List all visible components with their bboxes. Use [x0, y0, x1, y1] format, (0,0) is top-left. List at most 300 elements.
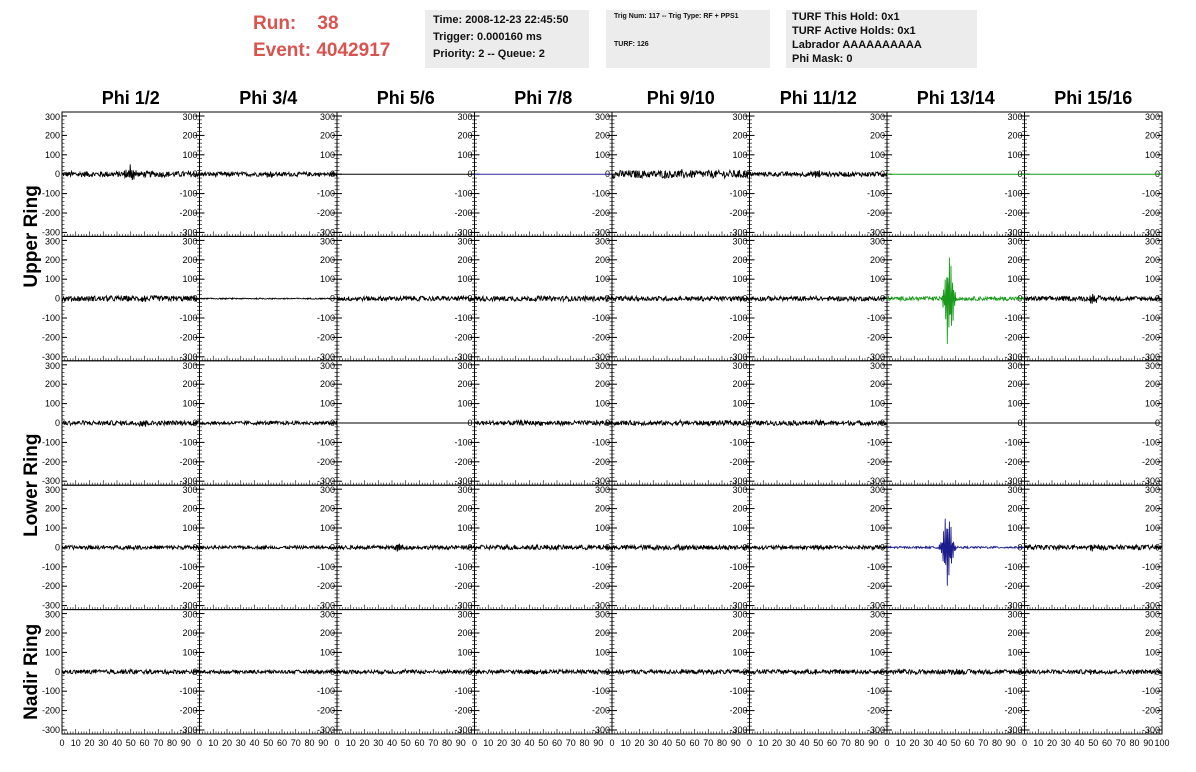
trace-line	[200, 421, 338, 425]
panel-r2-c3	[337, 236, 475, 361]
trace-line	[62, 293, 200, 304]
ring-label-2: Lower Ring	[21, 433, 42, 537]
y-tick-label: 0	[604, 169, 610, 180]
y-tick-label: -200	[1141, 332, 1160, 343]
y-tick-label: -100	[41, 561, 60, 572]
panel-r5-c1	[41, 609, 203, 748]
phi-mask-text: Phi Mask: 0	[792, 53, 853, 65]
y-tick-label: 300	[457, 360, 473, 371]
x-tick-label: 60	[139, 738, 150, 748]
y-tick-label: 200	[44, 254, 60, 265]
x-tick-label: 50	[400, 738, 411, 748]
y-tick-label: 300	[44, 112, 60, 122]
y-tick-label: -300	[1141, 227, 1160, 238]
trace-line	[612, 169, 750, 178]
y-tick-label: 200	[594, 254, 610, 265]
trace-line	[1025, 545, 1163, 552]
trace-line	[887, 519, 1025, 586]
y-tick-label: 200	[319, 130, 335, 141]
y-tick-label: 200	[457, 503, 473, 514]
y-tick-label: -200	[1141, 208, 1160, 218]
y-tick-label: -300	[729, 351, 748, 362]
y-tick-label: 200	[732, 254, 748, 265]
y-tick-label: 200	[594, 503, 610, 514]
y-tick-label: -200	[591, 208, 610, 218]
y-tick-label: -100	[591, 437, 610, 448]
y-tick-label: -200	[316, 705, 335, 716]
panel-r2-c8	[1025, 236, 1163, 361]
x-tick-label: 60	[276, 738, 288, 748]
y-tick-label: 300	[869, 485, 885, 496]
panel-r4-c7	[887, 485, 1025, 610]
y-tick-label: -300	[316, 476, 335, 487]
y-tick-label: -100	[1004, 561, 1023, 572]
y-tick-label: 200	[182, 130, 198, 141]
y-tick-label: -300	[179, 476, 198, 487]
y-tick-label: 200	[1007, 379, 1023, 390]
y-tick-label: 0	[604, 666, 610, 677]
panel-r1-c1	[42, 112, 200, 237]
x-tick-label: 70	[428, 738, 439, 748]
y-tick-label: 100	[319, 149, 335, 160]
trace-line	[887, 258, 1025, 344]
y-tick-label: 300	[457, 485, 473, 496]
column-title-3: Phi 5/6	[376, 88, 435, 108]
y-tick-label: 300	[44, 485, 60, 496]
y-tick-label: -100	[866, 188, 885, 199]
y-tick-label: 300	[1007, 112, 1023, 122]
ring-label-1: Upper Ring	[21, 185, 42, 288]
y-tick-label: 200	[732, 130, 748, 141]
panel-r3-c4	[475, 361, 613, 486]
y-tick-label: 200	[457, 628, 473, 638]
panel-r1-c7	[887, 112, 1025, 237]
y-tick-label: 300	[732, 236, 748, 247]
y-tick-label: 0	[329, 418, 335, 428]
y-tick-label: 0	[467, 666, 473, 677]
y-tick-label: -200	[316, 208, 335, 218]
x-tick-label: 40	[111, 738, 123, 748]
y-tick-label: 200	[44, 628, 60, 638]
x-tick-label: 50	[125, 738, 136, 748]
panel-r2-c1	[42, 236, 200, 361]
y-tick-label: -200	[1004, 332, 1023, 343]
panel-r4-c4	[475, 485, 613, 610]
y-tick-label: 300	[182, 112, 198, 122]
trace-line	[337, 296, 475, 301]
y-tick-label: 0	[54, 169, 60, 180]
run-value: 38	[317, 13, 339, 34]
trace-line	[200, 670, 338, 674]
y-tick-label: 300	[319, 236, 335, 247]
y-tick-label: 100	[319, 647, 335, 658]
y-tick-label: 200	[1144, 503, 1160, 514]
ring-label-3: Nadir Ring	[21, 623, 42, 720]
y-tick-label: 200	[319, 254, 335, 265]
panel-r1-c2	[200, 112, 338, 237]
y-tick-label: 300	[44, 609, 60, 620]
y-tick-label: -200	[591, 581, 610, 592]
y-tick-label: 200	[457, 130, 473, 141]
y-tick-label: 300	[1007, 485, 1023, 496]
x-tick-label: 30	[98, 738, 109, 748]
y-tick-label: 100	[594, 274, 610, 285]
y-tick-label: -300	[1004, 351, 1023, 362]
trace-line	[475, 545, 613, 550]
y-tick-label: 100	[1144, 149, 1160, 160]
x-tick-label: 0	[59, 738, 65, 748]
y-tick-label: -200	[454, 456, 473, 467]
y-tick-label: -100	[454, 686, 473, 697]
y-tick-label: -300	[866, 351, 885, 362]
panel-r5-c4	[472, 610, 612, 748]
y-tick-label: 0	[1017, 418, 1023, 428]
y-tick-label: -300	[41, 227, 60, 238]
y-tick-label: 300	[869, 360, 885, 371]
y-tick-label: -200	[866, 332, 885, 343]
y-tick-label: 0	[879, 293, 885, 304]
y-tick-label: -100	[729, 561, 748, 572]
y-tick-label: 0	[1017, 542, 1023, 553]
trace-line	[612, 420, 750, 425]
y-tick-label: -100	[454, 313, 473, 323]
y-tick-label: -200	[179, 456, 198, 467]
y-tick-label: -100	[316, 188, 335, 199]
y-tick-label: -300	[454, 725, 473, 735]
y-tick-label: -300	[316, 227, 335, 238]
y-tick-label: 200	[732, 503, 748, 514]
y-tick-label: -300	[591, 600, 610, 611]
y-tick-label: 100	[732, 274, 748, 285]
y-tick-label: -300	[41, 600, 60, 611]
y-tick-label: 200	[1007, 130, 1023, 141]
y-tick-label: 0	[192, 169, 198, 180]
y-tick-label: 200	[319, 503, 335, 514]
y-tick-label: -100	[866, 437, 885, 448]
y-tick-label: 300	[732, 112, 748, 122]
panel-r2-c4	[475, 236, 613, 361]
y-tick-label: -200	[866, 581, 885, 592]
y-tick-label: 300	[594, 609, 610, 620]
panel-r3-c1	[42, 361, 200, 486]
y-tick-label: 100	[594, 647, 610, 658]
y-tick-label: 100	[1144, 398, 1160, 409]
x-tick-label: 30	[235, 738, 246, 748]
y-tick-label: 0	[329, 666, 335, 677]
y-tick-label: 200	[319, 628, 335, 638]
y-tick-label: 100	[457, 647, 473, 658]
y-tick-label: 300	[182, 609, 198, 620]
y-tick-label: -200	[179, 705, 198, 716]
trace-line	[475, 421, 613, 426]
y-tick-label: -300	[454, 351, 473, 362]
y-tick-label: 300	[182, 485, 198, 496]
y-tick-label: 200	[594, 130, 610, 141]
y-tick-label: 100	[1144, 523, 1160, 533]
y-tick-label: -200	[454, 581, 473, 592]
y-tick-label: -300	[1004, 476, 1023, 487]
y-tick-label: 300	[457, 112, 473, 122]
y-tick-label: 0	[192, 418, 198, 428]
y-tick-label: 0	[604, 542, 610, 553]
y-tick-label: -100	[729, 313, 748, 323]
y-tick-label: 100	[869, 149, 885, 160]
y-tick-label: -300	[729, 227, 748, 238]
column-title-5: Phi 9/10	[646, 88, 715, 108]
y-tick-label: -200	[729, 581, 748, 592]
y-tick-label: -300	[591, 476, 610, 487]
y-tick-label: 200	[1007, 254, 1023, 265]
y-tick-label: 300	[594, 112, 610, 122]
y-tick-label: -100	[316, 561, 335, 572]
panel-r2-c5	[612, 236, 750, 361]
trace-line	[200, 546, 338, 549]
y-tick-label: 0	[192, 666, 198, 677]
y-tick-label: -100	[1004, 313, 1023, 323]
y-tick-label: 300	[1007, 236, 1023, 247]
y-tick-label: -300	[729, 600, 748, 611]
x-tick-label: 90	[455, 738, 466, 748]
y-tick-label: -100	[729, 188, 748, 199]
trig-num-text: Trig Num: 117 -- Trig Type: RF + PPS1	[614, 13, 739, 20]
y-tick-label: -100	[866, 313, 885, 323]
trace-line	[200, 298, 338, 299]
y-tick-label: -100	[866, 561, 885, 572]
y-tick-label: 100	[594, 523, 610, 533]
y-tick-label: 100	[44, 274, 60, 285]
y-tick-label: -100	[316, 437, 335, 448]
y-tick-label: -100	[41, 188, 60, 199]
y-tick-label: -300	[866, 600, 885, 611]
y-tick-label: -100	[316, 313, 335, 323]
y-tick-label: 100	[182, 523, 198, 533]
y-tick-label: -200	[41, 332, 60, 343]
y-tick-label: 0	[604, 418, 610, 428]
y-tick-label: 200	[732, 379, 748, 390]
y-tick-label: -100	[1141, 561, 1160, 572]
y-tick-label: -200	[1141, 456, 1160, 467]
y-tick-label: -200	[729, 456, 748, 467]
y-tick-label: 200	[869, 254, 885, 265]
y-tick-label: -100	[1004, 188, 1023, 199]
panel-r1-c6	[750, 112, 888, 237]
x-tick-label: 20	[221, 738, 233, 748]
y-tick-label: 200	[182, 254, 198, 265]
y-tick-label: 300	[1144, 236, 1160, 247]
y-tick-label: -300	[1004, 600, 1023, 611]
y-tick-label: 300	[182, 360, 198, 371]
run-label: Run:	[253, 13, 297, 34]
y-tick-label: 300	[1144, 485, 1160, 496]
y-tick-label: 0	[604, 293, 610, 304]
panel-r4-c2	[200, 485, 338, 610]
y-tick-label: -200	[316, 581, 335, 592]
y-tick-label: 100	[732, 149, 748, 160]
y-tick-label: -300	[1141, 476, 1160, 487]
y-tick-label: -100	[179, 561, 198, 572]
trace-line	[1025, 294, 1163, 304]
y-tick-label: -100	[591, 561, 610, 572]
panel-r3-c8	[1025, 361, 1163, 486]
y-tick-label: 100	[44, 647, 60, 658]
y-tick-label: 200	[44, 130, 60, 141]
y-tick-label: 300	[732, 360, 748, 371]
y-tick-label: 100	[319, 398, 335, 409]
y-tick-label: 100	[182, 647, 198, 658]
y-tick-label: 200	[594, 628, 610, 638]
y-tick-label: -200	[179, 332, 198, 343]
panel-r3-c5	[612, 361, 750, 486]
x-tick-label: 50	[263, 738, 274, 748]
y-tick-label: -300	[316, 725, 335, 735]
y-tick-label: -100	[179, 188, 198, 199]
x-tick-label: 40	[249, 738, 260, 748]
panel-r3-c3	[337, 361, 475, 486]
y-tick-label: 300	[319, 609, 335, 620]
trace-line	[475, 293, 613, 304]
x-tick-label: 70	[153, 738, 164, 748]
y-tick-label: -300	[454, 227, 473, 238]
y-tick-label: 100	[457, 523, 473, 533]
turf-this-hold-text: TURF This Hold: 0x1	[792, 11, 900, 23]
y-tick-label: -100	[591, 313, 610, 323]
panel-r5-c2	[196, 609, 340, 748]
column-title-7: Phi 13/14	[916, 88, 995, 108]
panel-r3-c7	[887, 361, 1025, 486]
y-tick-label: -200	[179, 581, 198, 592]
turf-text: TURF: 126	[614, 41, 649, 48]
y-tick-label: -200	[729, 332, 748, 343]
y-tick-label: 100	[732, 523, 748, 533]
y-tick-label: -200	[591, 332, 610, 343]
y-tick-label: -300	[41, 725, 60, 735]
y-tick-label: 0	[879, 169, 885, 180]
y-tick-label: 100	[457, 274, 473, 285]
trace-line	[62, 420, 200, 426]
y-tick-label: 200	[1007, 503, 1023, 514]
labrador-text: Labrador AAAAAAAAAA	[792, 39, 922, 51]
y-tick-label: 200	[1144, 130, 1160, 141]
y-tick-label: 200	[869, 130, 885, 141]
y-tick-label: -300	[316, 600, 335, 611]
x-tick-label: 20	[84, 738, 95, 748]
y-tick-label: 0	[879, 418, 885, 428]
y-tick-label: 100	[869, 274, 885, 285]
panel-r5-c3	[334, 610, 474, 748]
y-tick-label: 100	[1007, 523, 1023, 533]
y-tick-label: 0	[879, 542, 885, 553]
trace-line	[337, 544, 475, 552]
y-tick-label: -300	[591, 351, 610, 362]
y-tick-label: 300	[594, 485, 610, 496]
y-tick-label: 0	[1154, 169, 1160, 180]
panel-r1-c8	[1025, 112, 1163, 237]
y-tick-label: 0	[742, 293, 748, 304]
y-tick-label: 200	[594, 379, 610, 390]
y-tick-label: -300	[41, 351, 60, 362]
y-tick-label: 100	[319, 523, 335, 533]
column-title-4: Phi 7/8	[514, 88, 573, 108]
y-tick-label: 300	[594, 360, 610, 371]
event-value: 4042917	[316, 40, 391, 61]
y-tick-label: 300	[1144, 360, 1160, 371]
panel-r3-c2	[200, 361, 338, 486]
y-tick-label: 0	[467, 418, 473, 428]
y-tick-label: -200	[1004, 581, 1023, 592]
y-tick-label: 200	[44, 379, 60, 390]
y-tick-label: 0	[742, 418, 748, 428]
y-tick-label: -300	[179, 725, 198, 735]
panel-r3-c6	[750, 361, 888, 486]
y-tick-label: -300	[866, 476, 885, 487]
y-tick-label: 100	[1007, 274, 1023, 285]
y-tick-label: 200	[457, 379, 473, 390]
y-tick-label: 200	[457, 254, 473, 265]
column-title-2: Phi 3/4	[239, 88, 298, 108]
y-tick-label: -100	[1004, 437, 1023, 448]
y-tick-label: -300	[179, 351, 198, 362]
panel-r4-c3	[337, 485, 475, 610]
y-tick-label: -200	[591, 456, 610, 467]
y-tick-label: 0	[192, 542, 198, 553]
y-tick-label: -200	[1004, 456, 1023, 467]
y-tick-label: 200	[319, 379, 335, 390]
y-tick-label: 300	[44, 360, 60, 371]
y-tick-label: -300	[866, 227, 885, 238]
y-tick-label: 300	[869, 112, 885, 122]
y-tick-label: -100	[729, 437, 748, 448]
y-tick-label: -300	[179, 600, 198, 611]
y-tick-label: 200	[44, 503, 60, 514]
y-tick-label: 300	[869, 236, 885, 247]
y-tick-label: -200	[316, 332, 335, 343]
turf-active-holds-text: TURF Active Holds: 0x1	[792, 25, 916, 37]
y-tick-label: 200	[182, 379, 198, 390]
y-tick-label: -100	[179, 686, 198, 697]
x-tick-label: 0	[334, 738, 340, 748]
y-tick-label: -300	[591, 227, 610, 238]
y-tick-label: -100	[454, 188, 473, 199]
y-tick-label: 300	[44, 236, 60, 247]
trace-line	[62, 669, 200, 674]
x-tick-label: 10	[70, 738, 81, 748]
x-tick-label: 0	[196, 738, 203, 748]
column-title-1: Phi 1/2	[101, 88, 160, 108]
y-tick-label: 100	[182, 398, 198, 409]
x-tick-label: 10	[345, 738, 356, 748]
y-tick-label: 300	[1007, 360, 1023, 371]
time-text: Time: 2008-12-23 22:45:50	[433, 14, 569, 26]
y-tick-label: -300	[1141, 351, 1160, 362]
y-tick-label: 0	[54, 666, 60, 677]
y-tick-label: 100	[594, 398, 610, 409]
y-tick-label: 100	[869, 398, 885, 409]
y-tick-label: -200	[454, 705, 473, 716]
y-tick-label: 0	[742, 542, 748, 553]
x-tick-label: 60	[414, 738, 425, 748]
y-tick-label: -100	[591, 188, 610, 199]
y-tick-label: 0	[742, 169, 748, 180]
x-tick-label: 20	[359, 738, 370, 748]
trace-line	[750, 296, 888, 301]
x-tick-label: 40	[386, 738, 398, 748]
x-tick-label: 10	[208, 738, 219, 748]
y-tick-label: -300	[316, 351, 335, 362]
y-tick-label: 300	[457, 236, 473, 247]
y-tick-label: 0	[329, 293, 335, 304]
trace-line	[750, 170, 888, 178]
y-tick-label: -100	[1141, 188, 1160, 199]
